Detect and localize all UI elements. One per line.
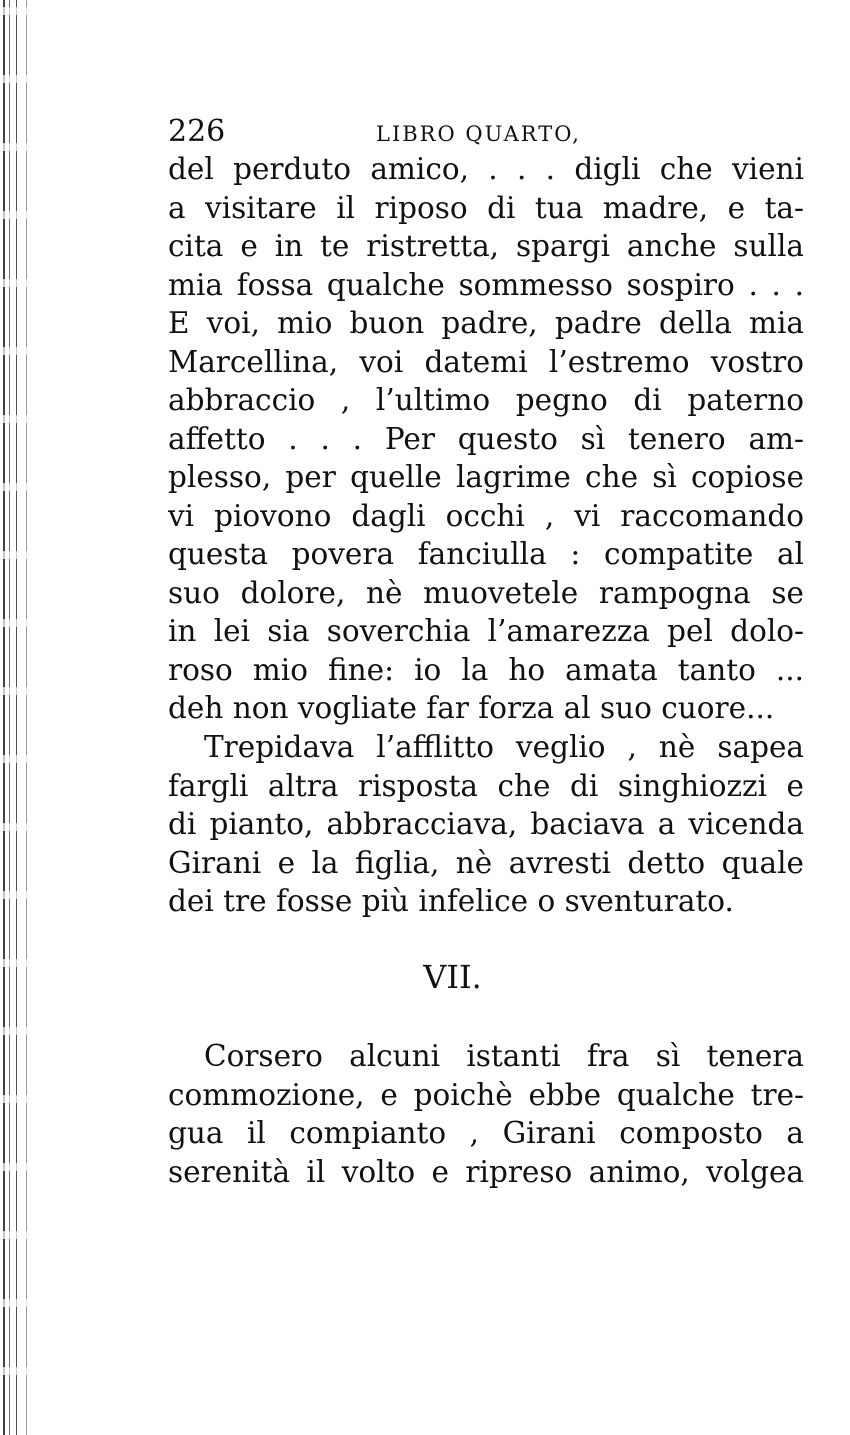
text-line: commozione, e poichè ebbe qualche tre-	[168, 1077, 804, 1112]
paragraph-continued	[168, 150, 804, 728]
text-line: gua il compianto , Girani composto a	[168, 1116, 804, 1150]
text-line: plesso, per quelle lagrime che sì copiose	[168, 460, 804, 494]
text-line: abbraccio , l’ultimo pegno di paterno	[168, 383, 804, 417]
text-line: dei tre fosse più infelice o sventurato.	[168, 884, 734, 918]
text-line: del perduto amico, . . . digli che vieni	[168, 152, 804, 186]
text-line: mia fossa qualche sommesso sospiro . . .	[168, 267, 804, 302]
paragraph-trepidava	[168, 728, 804, 921]
page-number: 226	[168, 114, 226, 149]
text-line: in lei sia soverchia l’amarezza pel dolo-	[168, 614, 804, 648]
text-line: roso mio fine: io la ho amata tanto ...	[168, 652, 804, 687]
text-line: deh non vogliate far forza al suo cuore...	[168, 691, 775, 725]
book-binding-edge	[0, 0, 40, 1435]
text-line: Girani e la figlia, nè avresti detto quale	[168, 845, 804, 880]
text-line: serenità il volto e ripreso animo, volgea	[168, 1154, 804, 1189]
text-line: cita e in te ristretta, spargi anche sulla	[168, 229, 804, 263]
text-line: questa povera fanciulla : compatite al	[168, 537, 804, 571]
text-line: affetto . . . Per questo sì tenero am-	[168, 421, 804, 456]
text-line: Corsero alcuni istanti fra sì tenera	[204, 1039, 804, 1073]
section-heading: VII.	[423, 958, 482, 996]
page-header	[168, 112, 808, 152]
text-line: fargli altra risposta che di singhiozzi e	[168, 768, 804, 803]
text-line: di pianto, abbracciava, baciava a vicenda	[168, 807, 804, 841]
text-line: suo dolore, nè muovetele rampogna se	[168, 575, 804, 610]
text-line: vi piovono dagli occhi , vi raccomando	[168, 498, 804, 533]
text-line: Trepidava l’afflitto veglio , nè sapea	[204, 730, 804, 764]
text-line: Marcellina, voi datemi l’estremo vostro	[168, 344, 804, 379]
text-line: E voi, mio buon padre, padre della mia	[168, 306, 804, 340]
text-line: a visitare il riposo di tua madre, e ta-	[168, 190, 804, 225]
running-head: LIBRO QUARTO,	[376, 122, 581, 146]
paragraph-corsero	[168, 1037, 804, 1191]
